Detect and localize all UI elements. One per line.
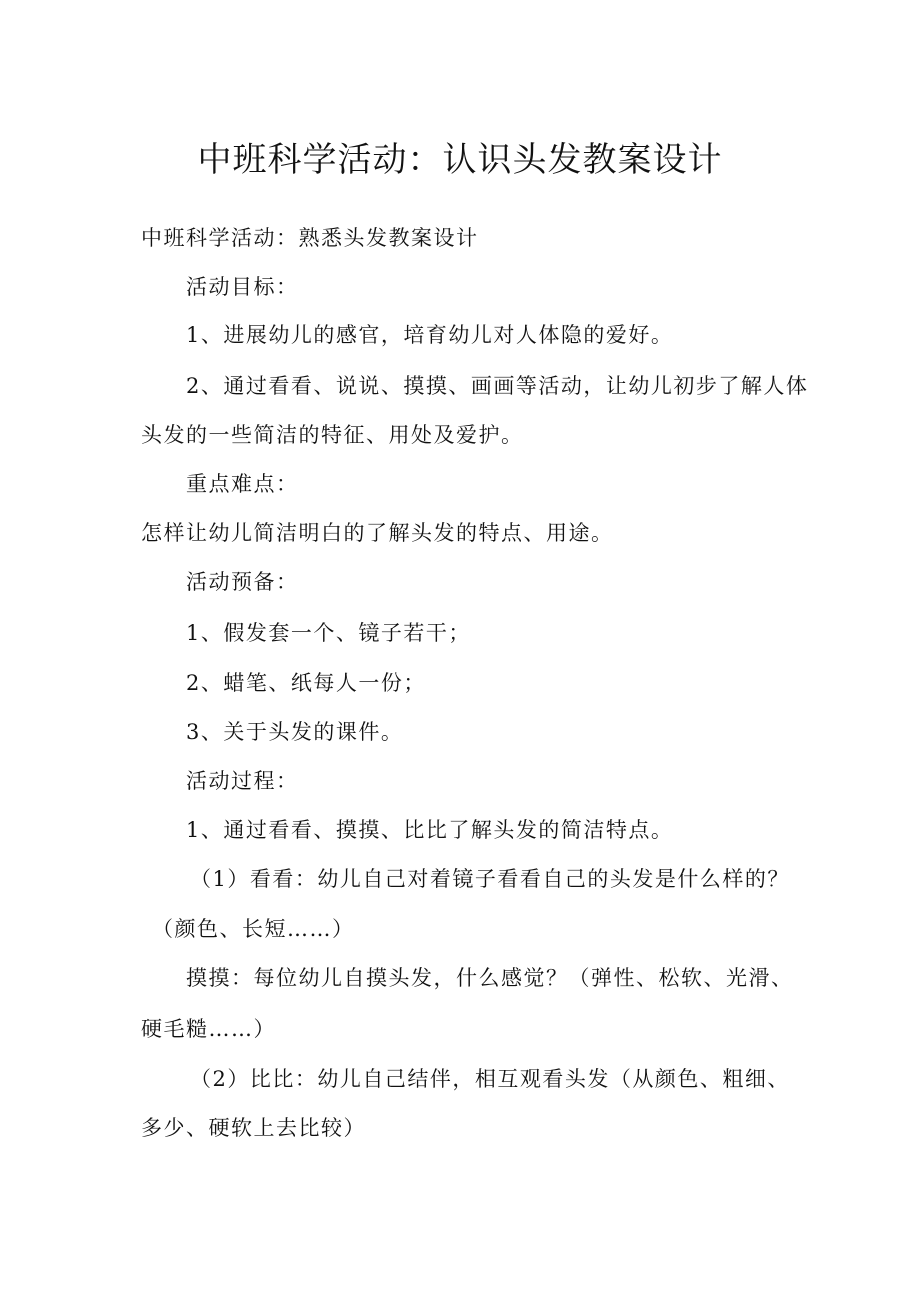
paragraph-line: （2）比比：幼儿自己结伴，相互观看头发（从颜色、粗细、 bbox=[190, 1067, 790, 1091]
paragraph-line: 多少、硬软上去比较） bbox=[141, 1116, 366, 1140]
paragraph-line: 2、通过看看、说说、摸摸、画画等活动，让幼儿初步了解人体 bbox=[186, 374, 809, 398]
section-heading-key-points: 重点难点： bbox=[186, 472, 299, 496]
document-title: 中班科学活动：认识头发教案设计 bbox=[197, 140, 723, 180]
paragraph-line: （1）看看：幼儿自己对着镜子看看自己的头发是什么样的？ bbox=[190, 867, 790, 891]
paragraph-line: 2、蜡笔、纸每人一份； bbox=[186, 671, 426, 695]
document-subtitle: 中班科学活动：熟悉头发教案设计 bbox=[141, 226, 479, 250]
paragraph-line: 3、关于头发的课件。 bbox=[186, 720, 404, 744]
paragraph-line: 摸摸：每位幼儿自摸头发，什么感觉？（弹性、松软、光滑、 bbox=[186, 966, 794, 990]
paragraph-line: 头发的一些简洁的特征、用处及爱护。 bbox=[141, 423, 524, 447]
paragraph-line: （颜色、长短……） bbox=[152, 917, 355, 941]
paragraph-line: 1、进展幼儿的感官，培育幼儿对人体隐的爱好。 bbox=[186, 323, 674, 347]
section-heading-objectives: 活动目标： bbox=[186, 275, 299, 299]
paragraph-line: 硬毛糙……） bbox=[141, 1017, 276, 1041]
section-heading-process: 活动过程： bbox=[186, 769, 299, 793]
paragraph-line: 怎样让幼儿简洁明白的了解头发的特点、用途。 bbox=[141, 521, 614, 545]
paragraph-line: 1、通过看看、摸摸、比比了解头发的简洁特点。 bbox=[186, 818, 674, 842]
paragraph-line: 1、假发套一个、镜子若干； bbox=[186, 621, 471, 645]
section-heading-preparation: 活动预备： bbox=[186, 570, 299, 594]
